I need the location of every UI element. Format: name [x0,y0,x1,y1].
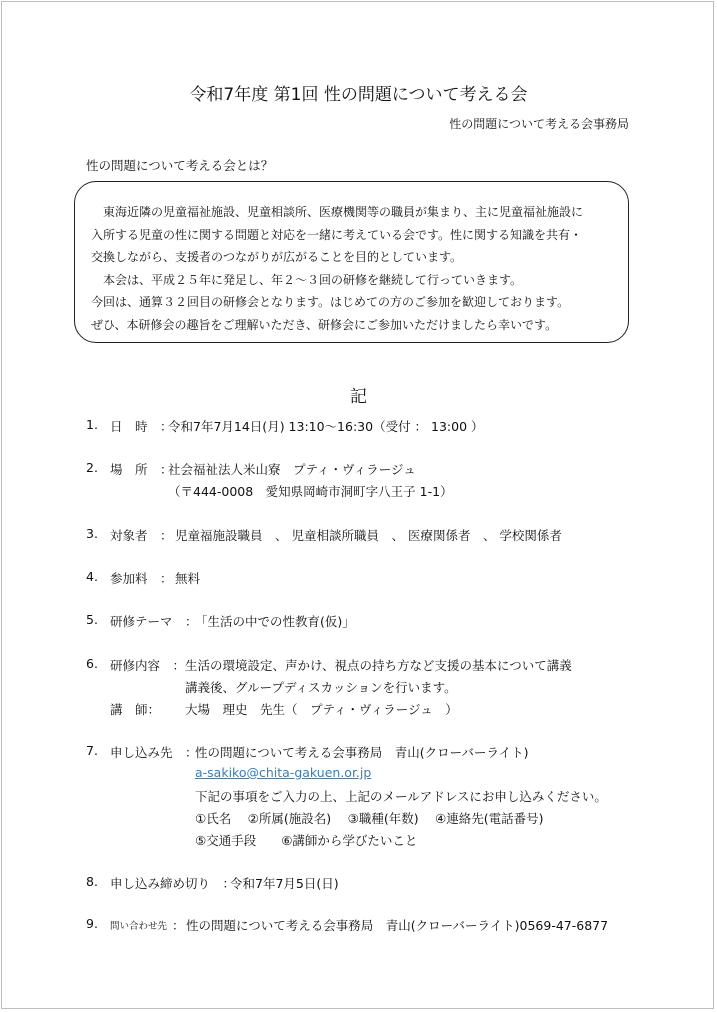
item-number: 3. [86,526,98,541]
item-number: 1. [86,417,98,432]
organizer-name: 性の問題について考える会事務局 [449,117,629,131]
contact-label: 問い合わせ先 [110,921,168,932]
item-number: 8. [86,874,98,889]
content-label: 研修内容 ： [110,658,186,673]
fee-label: 参加料 ： [110,571,173,586]
email-link[interactable]: a-sakiko@chita-gakuen.or.jp [195,765,372,780]
target-value: 児童福施設職員 、 児童相談所職員 、 医療関係者 、 学校関係者 [175,528,562,543]
deadline-value: 令和7年7月5日(日) [230,876,339,891]
apply-fields-1: ①氏名 ②所属(施設名) ③職種(年数) ④連絡先(電話番号) [195,811,544,826]
about-heading: 性の問題について考える会とは？ [86,158,274,173]
deadline-label: 申し込み締め切り ： [110,876,236,891]
page-title: 令和7年度 第1回 性の問題について考える会 [189,85,528,105]
theme-label: 研修テーマ ： [110,614,198,629]
item-number: 7. [86,743,98,758]
intro-line: 本会は、平成２５年に発足し、年２〜３回の研修を継続して行っていきます。 [91,272,523,287]
page-border [1,1,714,1009]
place-label: 場 所 ： [110,462,173,477]
datetime-value: 令和7年7月14日(月) 13:10〜16:30（受付 ： 13:00 ） [168,419,484,434]
apply-note: 下記の事項をご入力の上、上記のメールアドレスにお申し込みください。 [195,789,607,804]
item-number: 5. [86,612,98,627]
datetime-label: 日 時 ： [110,419,173,434]
intro-line: 今回は、通算３２回目の研修会となります。はじめての方のご参加を歓迎しております。 [91,295,570,309]
contact-separator: ： [172,918,185,933]
ki-heading: 記 [350,387,367,407]
content-value-2: 講義後、グループディスカッションを行います。 [185,680,457,695]
intro-text [91,201,583,336]
theme-value: 「生活の中での性教育(仮)」 [195,614,355,629]
intro-line: 東海近隣の児童福祉施設、児童相談所、医療機関等の職員が集まり、主に児童福祉施設に [91,205,584,219]
intro-line: 入所する児童の性に関する問題と対応を一緒に考えている会です。性に関する知識を共有・ [91,227,583,242]
place-address: （〒444-0008 愛知県岡崎市洞町字八王子 1-1） [168,484,453,499]
lecturer-label: 講 師： [110,702,161,717]
item-number: 2. [86,460,98,475]
apply-fields-2: ⑤交通手段 ⑥講師から学びたいこと [195,833,418,848]
item-number: 4. [86,569,98,584]
place-value: 社会福祉法人米山寮 プティ・ヴィラージュ [168,462,416,477]
apply-value: 性の問題について考える会事務局 青山(クローバーライト) [195,745,529,760]
intro-line: ぜひ、本研修会の趣旨をご理解いただき、研修会にご参加いただけましたら幸いです。 [91,317,558,332]
intro-line: 交換しながら、支援者のつながりが広がることを目的としています。 [91,250,463,264]
item-number: 9. [86,916,98,931]
apply-label: 申し込み先 ： [110,745,198,760]
lecturer-value: 大場 理史 先生（ プティ・ヴィラージュ ） [185,702,458,717]
intro-box [74,181,629,343]
item-number: 6. [86,656,98,671]
fee-value: 無料 [175,571,201,586]
contact-value: 性の問題について考える会事務局 青山(クローバーライト)0569-47-6877 [186,918,609,933]
content-value: 生活の環境設定、声かけ、視点の持ち方など支援の基本について講義 [185,658,572,673]
target-label: 対象者 ： [110,528,173,543]
